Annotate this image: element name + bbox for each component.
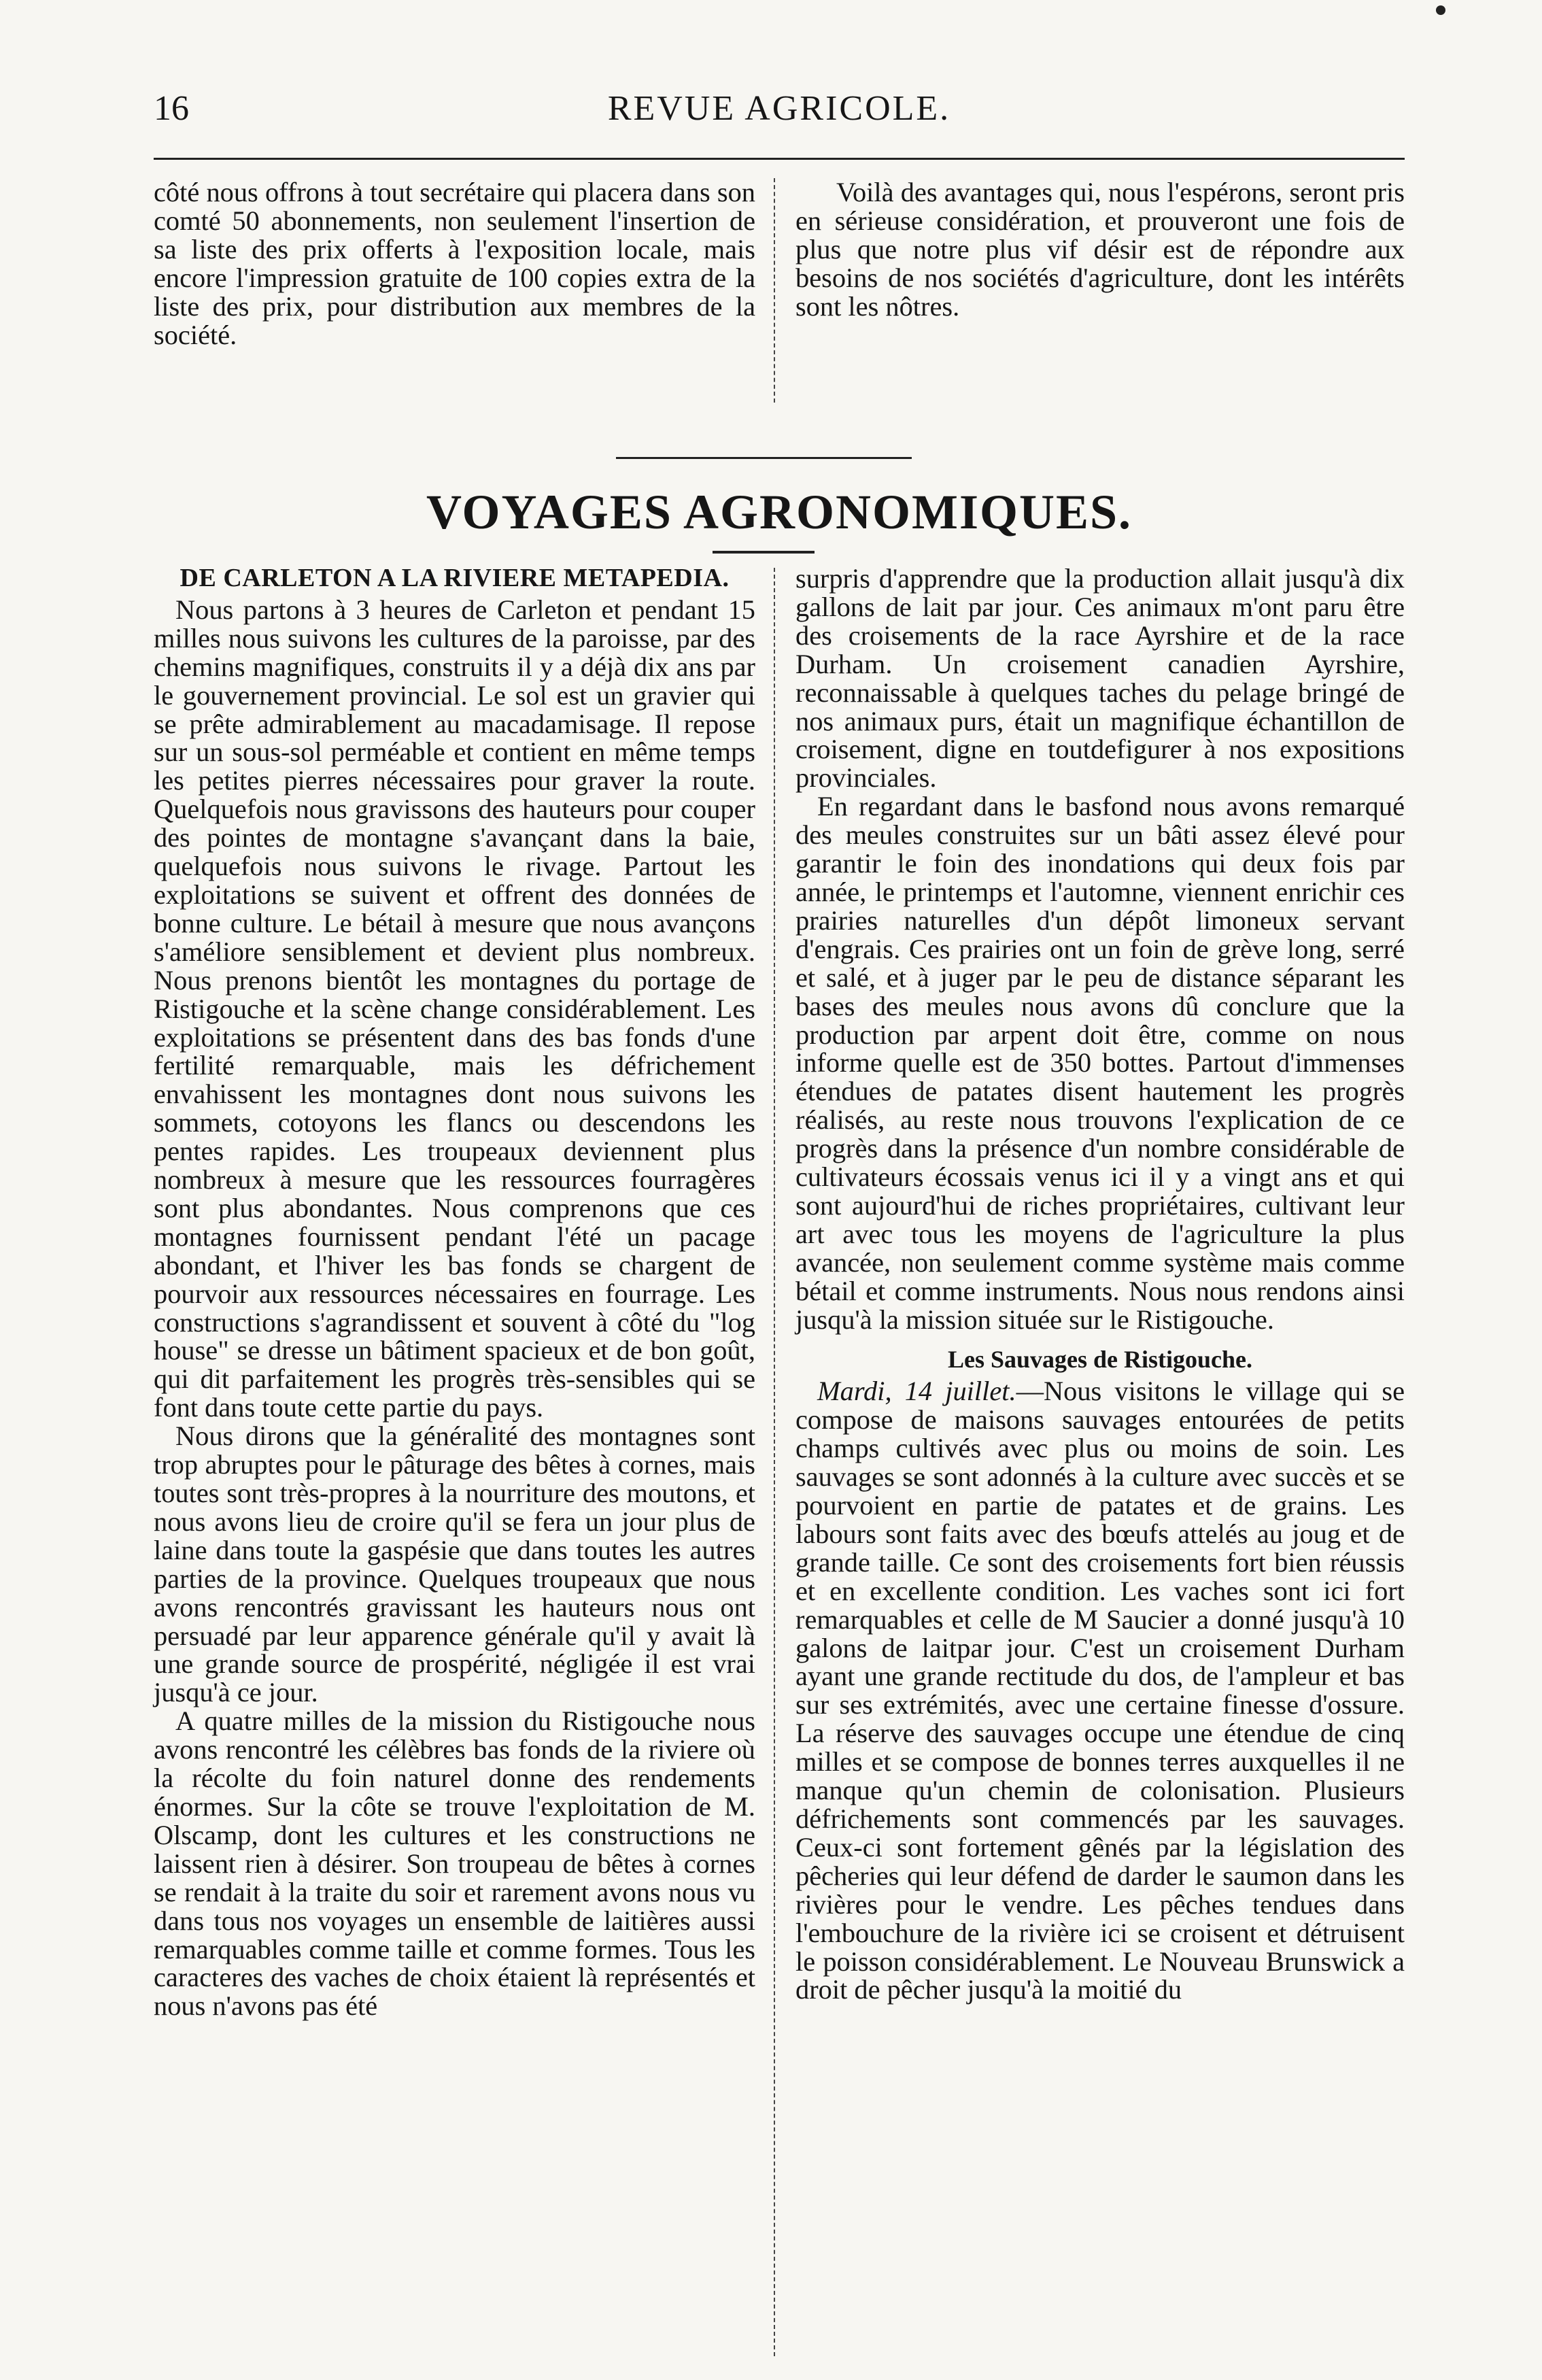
column-divider <box>774 178 775 403</box>
paragraph: En regardant dans le basfond nous avons remarqué des meules construites sur un bâti assez élevé pour garantir le foin des inondations qui deux fois par année, le printemps et l'automne, viennent enrichir ces prairies naturelles d'un dépôt limoneux servant d'engrais. Ces prairies ont un foin de grève long, serré et salé, et à juger par le peu de distance séparant les bases des meules nous avons dû conclure que la production par arpent doit être, comme on nous informe quelle est de 350 bottes. Partout d'immenses étendues de patates disent hautement les progrès réalisés, au reste nous trouvons l'explication de ce progrès dans la présence d'un nombre considérable de cultivateurs écossais venus ici il y a vingt ans et qui sont aujourd'hui de riches propriétaires, cultivant leur art avec tous les moyens de l'agriculture la plus avancée, non seulement comme système mais comme bétail et comme instruments. Nous nous rendons ainsi jusqu'à la mission située sur le Ristigouche. <box>795 791 1405 1335</box>
header-rule <box>154 158 1405 160</box>
paragraph: côté nous offrons à tout secrétaire qui placera dans son comté 50 abonnements, non seulement l'insertion de sa liste des prix offerts à l'exposition locale, mais encore l'impression gratuite de 100 copies extra de la liste des prix, pour distribution aux membres de la société. <box>154 177 755 350</box>
top-right-column <box>795 178 1405 321</box>
page-number: 16 <box>154 89 189 128</box>
right-article-column <box>795 564 1405 2004</box>
running-title: REVUE AGRICOLE. <box>607 89 951 128</box>
date-lead: Mardi, 14 juillet. <box>817 1376 1016 1407</box>
paragraph: A quatre milles de la mission du Ristigouche nous avons rencontré les célèbres bas fonds de la riviere où la récolte du foin naturel donne des rendements énormes. Sur la côte se trouve l'exploitation de M. Olscamp, dont les cultures et les constructions ne laissent rien à désirer. Son troupeau de bêtes à cornes se rendait à la traite du soir et rarement avons nous vu dans tous nos voyages un ensemble de laitières aussi remarquables comme taille et comme formes. Tous les caracteres des vaches de choix étaient là représentés et nous n'avons pas été <box>154 1705 755 2022</box>
section-title: VOYAGES AGRONOMIQUES. <box>426 485 1133 539</box>
paragraph: Nous partons à 3 heures de Carleton et pendant 15 milles nous suivons les cultures de la paroisse, par des chemins magnifiques, construits il y a déjà dix ans par le gouvernement provincial. Le sol est un gravier qui se prête admirablement au macadamisage. Il repose sur un sous-sol perméable et contient en même temps les petites pierres nécessaires pour graver la route. Quelquefois nous gravissons des hauteurs pour couper des pointes de montagne s'avançant dans la baie, quelquefois nous suivons le rivage. Partout les exploitations se suivent et offrent des données de bonne culture. Le bétail à mesure que nous avançons s'améliore sensiblement et devient plus nombreux. Nous prenons bientôt les montagnes du portage de Ristigouche et la scène change considérablement. Les exploitations se présentent dans des bas fonds d'une fertilité remarquable, mais les défrichement envahissent les montagnes dont nous suivons les sommets, cotoyons les flancs ou descendons les pentes rapides. Les troupeaux deviennent plus nombreux à mesure que les ressources fourragères sont plus abondantes. Nous comprenons que ces montagnes fournissent pendant l'été un pacage abondant, et l'hiver les bas fonds se chargent de pourvoir aux ressources nécessaires en fourrage. Les constructions s'agrandissent et souvent à côté du "log house" se dresse un bâtiment spacieux et de bon goût, qui dit parfaitement les progrès très-sensibles qui se font dans toute cette partie du pays. <box>154 594 755 1423</box>
section-subrule <box>713 551 815 554</box>
section-rule <box>616 457 912 459</box>
paragraph: surpris d'apprendre que la production allait jusqu'à dix gallons de lait par jour. Ces animaux m'ont paru être des croisements de la race Ayrshire et de la race Durham. Un croisement canadien Ayrshire, reconnaissable à quelques taches du pelage bringé de nos animaux purs, était un magnifique échantillon de croisement, digne en toutdefigurer à nos expositions provinciales. <box>795 563 1405 794</box>
column-divider <box>774 568 775 2356</box>
page-header <box>154 80 1405 141</box>
paragraph <box>795 1377 1405 2004</box>
top-left-column <box>154 178 755 349</box>
paragraph-text: —Nous visitons le village qui se compose de maisons sauvages entourées de petits champs cultivés avec plus ou moins de soin. Les sauvages se sont adonnés à la culture avec succès et se pourvoient en partie de patates et de grains. Les labours sont faits avec des bœufs attelés au joug et de grande taille. Ce sont des croisements fort bien réussis et en excellente condition. Les vaches sont ici fort remarquables et celle de M Saucier a donné jusqu'à 10 galons de laitpar jour. C'est un croisement Durham ayant une grande rectitude du dos, de l'ampleur et bas sur ses extrémités, avec une certaine finesse d'ossure. La réserve des sauvages occupe une étendue de cinq milles et se compose de bonnes terres auxquelles il ne manque qu'un chemin de colonisation. Plusieurs défrichements sont commencés par les sauvages. Ceux-ci sont fortement gênés par la législation des pêcheries qui leur défend de darder le saumon dans les rivières pour le vendre. Les pêches tendues dans l'embouchure de la rivière ici se croisent et détruisent le poisson considérablement. Le Nouveau Brunswick a droit de pêcher jusqu'à la moitié du <box>795 1376 1405 2005</box>
paragraph: Voilà des avantages qui, nous l'espérons, seront pris en sérieuse considération, et prouveront une fois de plus que notre plus vif désir est de répondre aux besoins de nos sociétés d'agriculture, dont les intérêts sont les nôtres. <box>795 177 1405 322</box>
ink-dot <box>1436 5 1445 15</box>
article-subheading: DE CARLETON A LA RIVIERE METAPEDIA. <box>179 564 730 592</box>
left-article-column <box>154 564 755 2020</box>
paragraph: Nous dirons que la généralité des montagnes sont trop abruptes pour le pâturage des bêtes à cornes, mais toutes sont très-propres à la nourriture des moutons, et nous avons lieu de croire qu'il se fera un jour plus de laine dans toute la gaspésie que dans toutes les autres parties de la province. Quelques troupeaux que nous avons rencontrés gravissant les hauteurs nous ont persuadé par leur apparence générale qu'il y avait là une grande source de prospérité, négligée il est vrai jusqu'à ce jour. <box>154 1421 755 1708</box>
article-subheading: Les Sauvages de Ristigouche. <box>947 1346 1253 1374</box>
